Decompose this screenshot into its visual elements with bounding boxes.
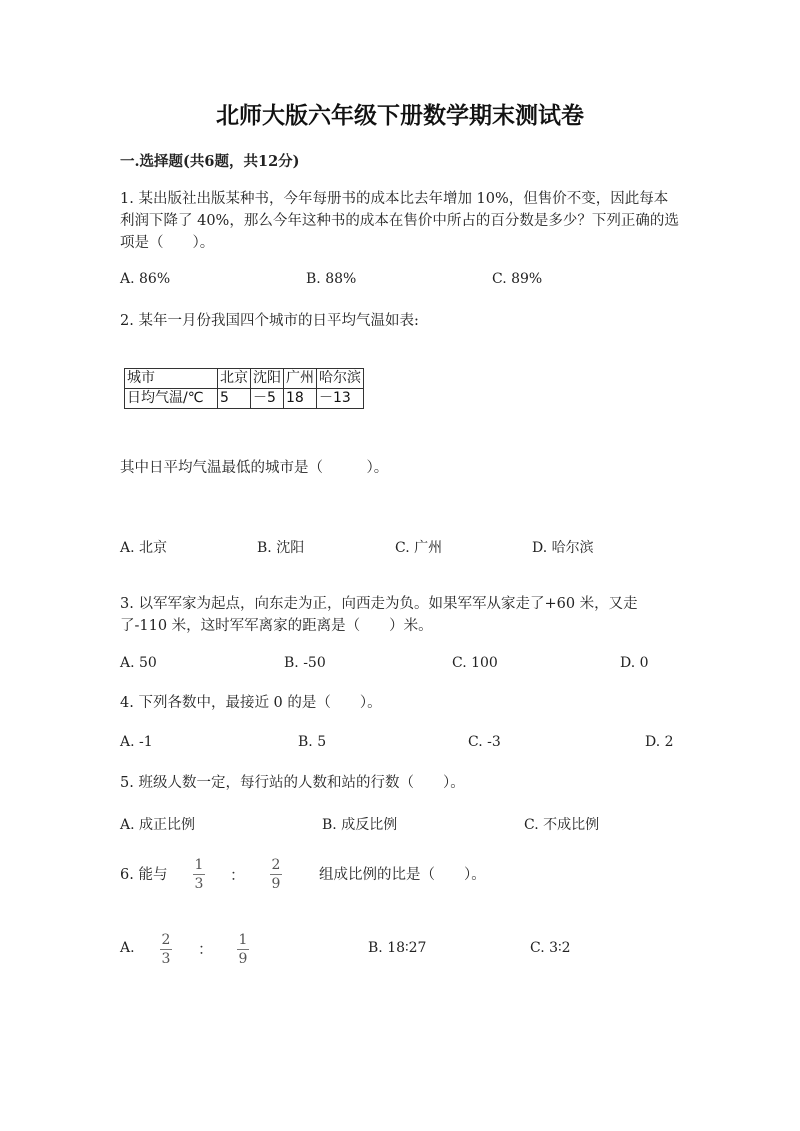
q4-option-a[interactable]: A. -1	[120, 734, 153, 750]
question-2-text: 2. 某年一月份我国四个城市的日平均气温如表:	[120, 313, 419, 329]
table-cell: 广州	[284, 369, 317, 389]
page-title: 北师大版六年级下册数学期末测试卷	[216, 102, 584, 129]
table-cell: 哈尔滨	[317, 369, 364, 389]
fraction-numerator: 2	[161, 932, 171, 948]
table-cell: －13	[317, 389, 364, 409]
q3-option-b[interactable]: B. -50	[284, 655, 326, 671]
fraction-one-ninth	[237, 932, 249, 967]
q2-option-c[interactable]: C. 广州	[395, 540, 443, 556]
fraction-bar	[237, 949, 249, 950]
table-cell: 沈阳	[251, 369, 284, 389]
question-4-text: 4. 下列各数中，最接近 0 的是（ ）。	[120, 695, 382, 711]
q4-option-b[interactable]: B. 5	[298, 734, 327, 750]
q5-option-b[interactable]: B. 成反比例	[322, 817, 398, 833]
q3-option-c[interactable]: C. 100	[452, 655, 498, 671]
q1-option-a[interactable]: A. 86%	[120, 271, 171, 287]
q2-option-d[interactable]: D. 哈尔滨	[532, 540, 594, 556]
q5-option-a[interactable]: A. 成正比例	[120, 817, 196, 833]
question-1-text: 1. 某出版社出版某种书，今年每册书的成本比去年增加 10%，但售价不变，因此每本利润下降了 40%，那么今年这种书的成本在售价中所占的百分数是多少？下列正确的选项是（ ）。	[120, 191, 679, 251]
fraction-two-ninths	[270, 857, 282, 892]
fraction-denominator: 3	[161, 951, 171, 967]
table-cell: 日均气温/℃	[125, 389, 218, 409]
table-cell: 北京	[218, 369, 251, 389]
question-6-lead: 6. 能与	[120, 867, 168, 883]
fraction-numerator: 1	[194, 857, 204, 873]
q4-option-c[interactable]: C. -3	[468, 734, 501, 750]
q2-option-a[interactable]: A. 北京	[120, 540, 168, 556]
q1-option-b[interactable]: B. 88%	[306, 271, 357, 287]
table-cell: 18	[284, 389, 317, 409]
table-cell: －5	[251, 389, 284, 409]
table-header-row	[125, 369, 364, 389]
question-5-text: 5. 班级人数一定，每行站的人数和站的行数（ ）。	[120, 775, 465, 791]
ratio-colon: ：	[198, 940, 214, 958]
q6-option-c[interactable]: C. 3∶2	[530, 940, 571, 956]
fraction-bar	[160, 949, 172, 950]
fraction-bar	[193, 874, 205, 875]
fraction-bar	[270, 874, 282, 875]
q1-option-c[interactable]: C. 89%	[492, 271, 543, 287]
q6-option-a-label[interactable]: A.	[120, 940, 135, 956]
q3-option-d[interactable]: D. 0	[620, 655, 649, 671]
q4-option-d[interactable]: D. 2	[645, 734, 674, 750]
fraction-two-thirds	[160, 932, 172, 967]
table-row	[125, 389, 364, 409]
table-cell: 城市	[125, 369, 218, 389]
fraction-one-third	[193, 857, 205, 892]
fraction-denominator: 9	[271, 876, 281, 892]
q3-option-a[interactable]: A. 50	[120, 655, 157, 671]
fraction-denominator: 3	[194, 876, 204, 892]
question-2-prompt: 其中日平均气温最低的城市是（ ）。	[120, 460, 389, 476]
question-6-tail: 组成比例的比是（ ）。	[319, 867, 486, 883]
fraction-numerator: 1	[238, 932, 248, 948]
temperature-table	[124, 368, 364, 409]
fraction-denominator: 9	[238, 951, 248, 967]
question-3-text: 3. 以军军家为起点，向东走为正，向西走为负。如果军军从家走了+60 米，又走了-110 米，这时军军离家的距离是（ ）米。	[120, 596, 638, 634]
q2-option-b[interactable]: B. 沈阳	[257, 540, 305, 556]
ratio-colon: ：	[230, 866, 246, 884]
q6-option-b[interactable]: B. 18∶27	[368, 940, 427, 956]
section-heading: 一.选择题(共6题，共12分)	[120, 153, 300, 170]
fraction-numerator: 2	[271, 857, 281, 873]
q5-option-c[interactable]: C. 不成比例	[524, 817, 600, 833]
table-cell: 5	[218, 389, 251, 409]
